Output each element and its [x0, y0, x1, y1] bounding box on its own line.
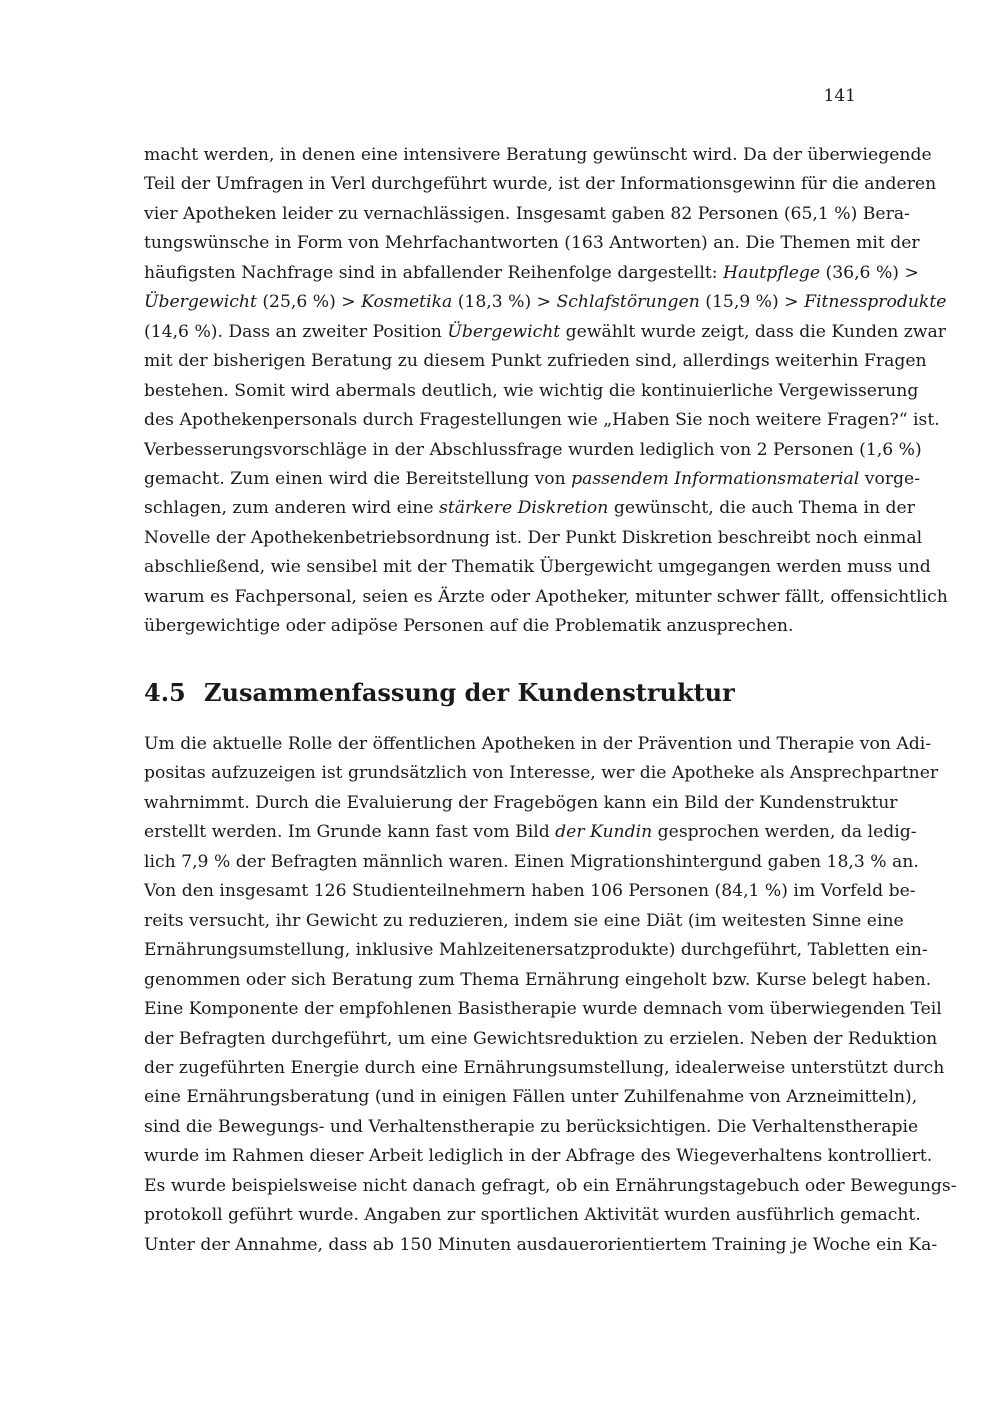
text-line: [144, 435, 922, 465]
text-run: macht werden, in denen eine intensivere Beratung gewünscht wird. Da der überwiegende: [144, 145, 932, 165]
text-run: tungswünsche in Form von Mehrfachantworten (163 Antworten) an. Die Themen mit der: [144, 233, 920, 254]
text-line: [144, 523, 923, 553]
text-run: gesprochen werden, da ledig-: [652, 822, 917, 843]
emphasis: der Kundin: [555, 822, 653, 843]
text-line: [144, 493, 915, 523]
emphasis: passendem Informationsmaterial: [571, 468, 860, 489]
emphasis: Übergewicht: [447, 321, 561, 342]
text-run: erstellt werden. Im Grunde kann fast vom Bild: [144, 822, 556, 843]
text-run: vier Apotheken leider zu vernachlässigen. Insgesamt gaben 82 Personen (65,1 %) Bera-: [144, 203, 910, 224]
text-run: warum es Fachpersonal, seien es Ärzte oder Apotheker, mitunter schwer fällt, offensichtlich: [144, 586, 948, 607]
text-line: [144, 994, 942, 1024]
text-run: gewünscht, die auch Thema in der: [608, 498, 915, 519]
text-line: [144, 847, 919, 877]
text-line: [144, 1024, 938, 1054]
text-run: übergewichtige oder adipöse Personen auf die Problematik anzusprechen.: [144, 616, 794, 637]
text-line: [144, 169, 937, 199]
text-line: [144, 464, 921, 494]
text-line: [144, 1082, 918, 1112]
text-line: [144, 788, 898, 818]
text-run: der zugeführten Energie durch eine Ernährungsumstellung, idealerweise unterstützt durch: [144, 1057, 945, 1078]
text-line: [144, 258, 919, 288]
text-line: [144, 346, 927, 376]
text-run: wurde im Rahmen dieser Arbeit lediglich in der Abfrage des Wiegeverhaltens kontrolliert.: [144, 1146, 933, 1167]
text-run: Eine Komponente der empfohlenen Basistherapie wurde demnach vom überwiegenden Teil: [144, 999, 942, 1020]
text-run: mit der bisherigen Beratung zu diesem Punkt zufrieden sind, allerdings weiterhin Fragen: [144, 351, 927, 372]
text-run: Ernährungsumstellung, inklusive Mahlzeitenersatzprodukte) durchgeführt, Tabletten ein-: [144, 940, 928, 961]
text-line: [144, 729, 932, 759]
text-run: bestehen. Somit wird abermals deutlich, wie wichtig die kontinuierliche Vergewisserung: [144, 380, 919, 401]
text-run: Novelle der Apothekenbetriebsordnung ist. Der Punkt Diskretion beschreibt noch einmal: [144, 527, 923, 548]
text-line: [144, 405, 940, 435]
text-run: schlagen, zum anderen wird eine: [144, 498, 439, 519]
text-line: [144, 582, 948, 612]
emphasis: Kosmetika: [361, 292, 453, 313]
text-run: des Apothekenpersonals durch Fragestellungen wie „Haben Sie noch weitere Fragen?“ ist.: [144, 410, 940, 431]
text-run: Von den insgesamt 126 Studienteilnehmern haben 106 Personen (84,1 %) im Vorfeld be-: [144, 881, 916, 902]
page-number: 141: [823, 86, 856, 106]
text-run: Verbesserungsvorschläge in der Abschlussfrage wurden lediglich von 2 Personen (1,6 %): [144, 439, 922, 460]
text-line: [144, 317, 946, 347]
text-line: [144, 1141, 933, 1171]
text-line: [144, 611, 856, 641]
emphasis: Übergewicht: [144, 292, 257, 313]
text-run: sind die Bewegungs- und Verhaltenstherapie zu berücksichtigen. Die Verhaltenstherapie: [144, 1116, 919, 1137]
text-line: [144, 228, 920, 258]
text-run: positas aufzuzeigen ist grundsätzlich von Interesse, wer die Apotheke als Ansprechpartner: [144, 763, 939, 784]
text-line: [144, 876, 916, 906]
section-number: 4.5: [144, 678, 186, 707]
text-line: [144, 1200, 921, 1230]
text-line: [144, 965, 932, 995]
text-run: gemacht. Zum einen wird die Bereitstellung von: [144, 468, 572, 489]
emphasis: Hautpflege: [723, 262, 821, 283]
section-heading: [144, 676, 856, 710]
text-run: häufigsten Nachfrage sind in abfallender Reihenfolge dargestellt:: [144, 262, 724, 283]
text-line: [144, 1171, 957, 1201]
text-line: [144, 758, 939, 788]
text-run: (36,6 %) >: [820, 262, 919, 283]
emphasis: Schlafstörungen: [556, 292, 700, 313]
text-run: (18,3 %) >: [452, 292, 557, 313]
text-run: Um die aktuelle Rolle der öffentlichen Apotheken in der Prävention und Therapie von Adi-: [144, 734, 932, 754]
text-run: eine Ernährungsberatung (und in einigen Fällen unter Zuhilfenahme von Arzneimitteln),: [144, 1087, 918, 1108]
text-run: protokoll geführt wurde. Angaben zur sportlichen Aktivität wurden ausführlich gemacht.: [144, 1205, 921, 1226]
text-line: [144, 140, 932, 170]
text-run: abschließend, wie sensibel mit der Thematik Übergewicht umgegangen werden muss und: [144, 557, 931, 578]
text-run: (25,6 %) >: [256, 292, 362, 313]
text-line: [144, 817, 917, 847]
text-line: [144, 906, 904, 936]
text-run: vorge-: [859, 468, 921, 489]
text-line: [144, 1230, 938, 1260]
text-line: [144, 935, 928, 965]
text-run: lich 7,9 % der Befragten männlich waren. Einen Migrationshintergund gaben 18,3 % an.: [144, 851, 919, 872]
text-run: (15,9 %) >: [699, 292, 805, 313]
text-line: [144, 376, 919, 406]
text-run: Unter der Annahme, dass ab 150 Minuten ausdauerorientiertem Training je Woche ein Ka-: [144, 1234, 938, 1255]
text-line: [144, 552, 931, 582]
text-run: (14,6 %). Dass an zweiter Position: [144, 321, 448, 342]
text-run: genommen oder sich Beratung zum Thema Ernährung eingeholt bzw. Kurse belegt haben.: [144, 969, 932, 990]
section-title: Zusammenfassung der Kundenstruktur: [204, 678, 735, 707]
emphasis: stärkere Diskretion: [439, 498, 609, 519]
text-run: Es wurde beispielsweise nicht danach gefragt, ob ein Ernährungstagebuch oder Bewegungs-: [144, 1175, 957, 1196]
text-run: der Befragten durchgeführt, um eine Gewichtsreduktion zu erzielen. Neben der Reduktion: [144, 1028, 938, 1049]
text-run: reits versucht, ihr Gewicht zu reduzieren, indem sie eine Diät (im weitesten Sinne eine: [144, 910, 904, 931]
emphasis: Fitnessprodukte: [804, 292, 947, 313]
text-run: wahrnimmt. Durch die Evaluierung der Fragebögen kann ein Bild der Kundenstruktur: [144, 792, 898, 813]
text-run: gewählt wurde zeigt, dass die Kunden zwar: [560, 321, 946, 342]
text-line: [144, 1112, 919, 1142]
text-line: [144, 1053, 945, 1083]
text-line: [144, 199, 910, 229]
text-run: Teil der Umfragen in Verl durchgeführt wurde, ist der Informationsgewinn für die anderen: [144, 174, 937, 195]
text-line: [144, 287, 947, 317]
